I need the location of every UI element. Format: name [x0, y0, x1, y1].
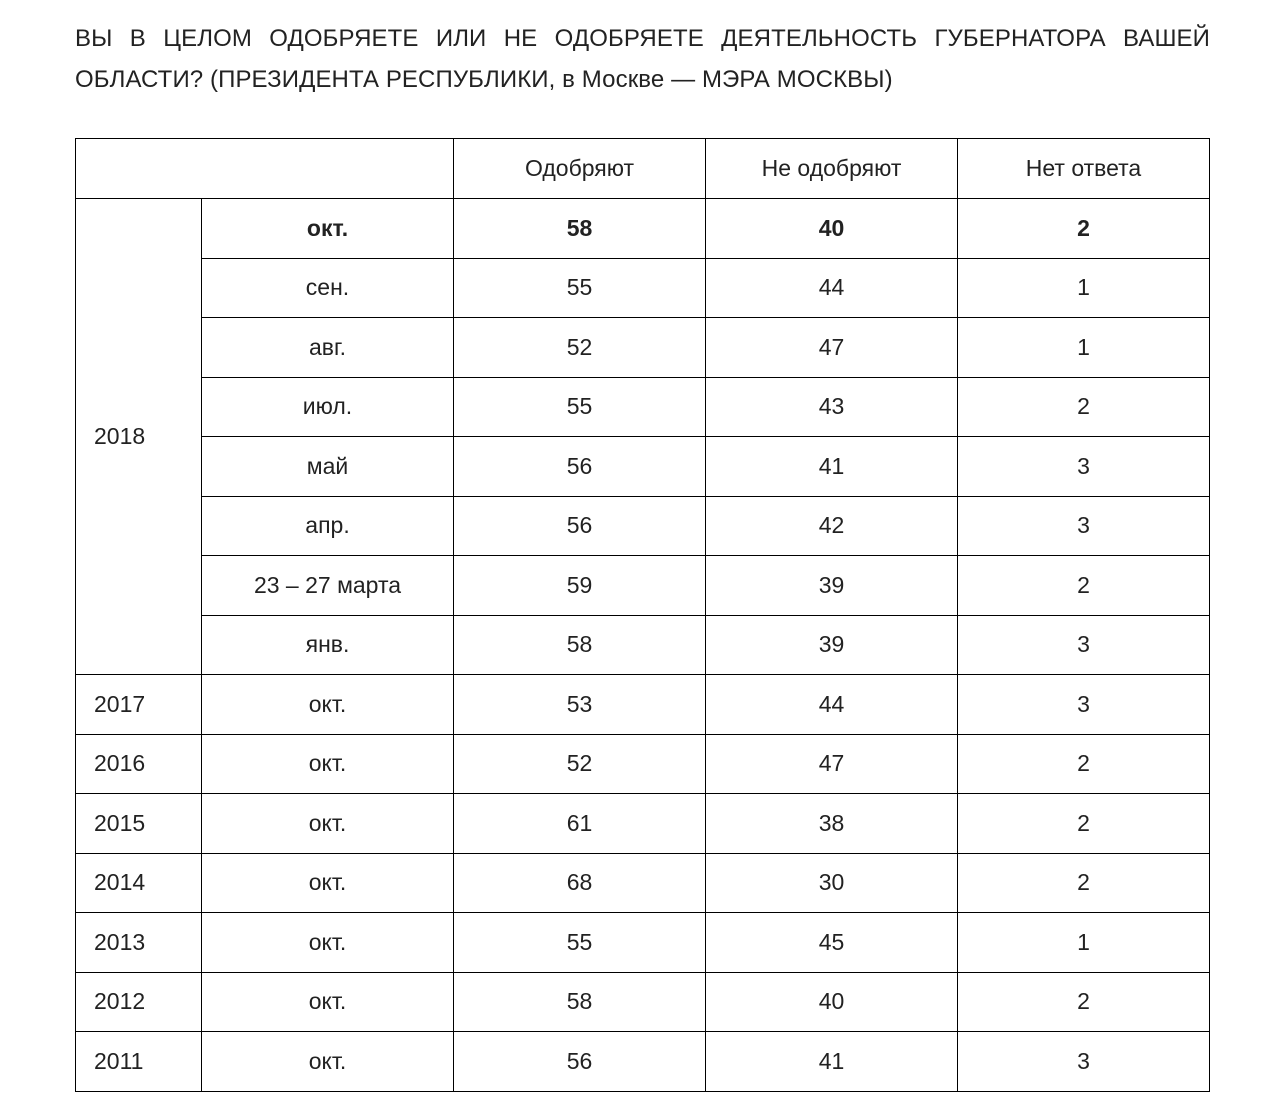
table-row [76, 675, 1210, 735]
disapprove-cell: 41 [706, 1032, 958, 1092]
approve-cell: 53 [454, 675, 706, 735]
approve-cell: 61 [454, 794, 706, 854]
table-row [76, 913, 1210, 973]
year-cell: 2015 [76, 794, 202, 854]
approve-cell: 55 [454, 258, 706, 318]
header-empty-cell [76, 139, 454, 199]
approve-cell: 55 [454, 377, 706, 437]
table-row [76, 615, 1210, 675]
question-line-2: ОБЛАСТИ? (ПРЕЗИДЕНТА РЕСПУБЛИКИ, в Москве — МЭРА МОСКВЫ) [75, 66, 893, 93]
approval-table [75, 138, 1210, 1092]
disapprove-cell: 38 [706, 794, 958, 854]
no-answer-cell: 2 [958, 972, 1210, 1032]
approve-cell: 56 [454, 496, 706, 556]
month-cell: окт. [202, 972, 454, 1032]
month-cell: окт. [202, 1032, 454, 1092]
month-cell: апр. [202, 496, 454, 556]
table-row [76, 734, 1210, 794]
approve-cell: 56 [454, 437, 706, 497]
month-cell: окт. [202, 199, 454, 259]
no-answer-cell: 1 [958, 318, 1210, 378]
month-cell: окт. [202, 734, 454, 794]
table-row [76, 794, 1210, 854]
month-cell: 23 – 27 марта [202, 556, 454, 616]
month-cell: окт. [202, 853, 454, 913]
month-cell: июл. [202, 377, 454, 437]
table-header-row [76, 139, 1210, 199]
question-line-1: ВЫ В ЦЕЛОМ ОДОБРЯЕТЕ ИЛИ НЕ ОДОБРЯЕТЕ ДЕЯТЕЛЬНОСТЬ ГУБЕРНАТОРА ВАШЕЙ [75, 25, 1210, 52]
disapprove-cell: 41 [706, 437, 958, 497]
year-cell: 2014 [76, 853, 202, 913]
table-row [76, 377, 1210, 437]
table-row [76, 318, 1210, 378]
month-cell: окт. [202, 794, 454, 854]
approve-cell: 52 [454, 318, 706, 378]
disapprove-cell: 30 [706, 853, 958, 913]
disapprove-cell: 42 [706, 496, 958, 556]
no-answer-cell: 3 [958, 1032, 1210, 1092]
no-answer-cell: 2 [958, 556, 1210, 616]
table-row [76, 972, 1210, 1032]
no-answer-cell: 1 [958, 913, 1210, 973]
no-answer-cell: 2 [958, 377, 1210, 437]
month-cell: сен. [202, 258, 454, 318]
disapprove-cell: 44 [706, 675, 958, 735]
approve-cell: 56 [454, 1032, 706, 1092]
approve-cell: 59 [454, 556, 706, 616]
disapprove-cell: 43 [706, 377, 958, 437]
table-row [76, 556, 1210, 616]
year-cell: 2018 [76, 199, 202, 675]
table-row [76, 258, 1210, 318]
month-cell: окт. [202, 675, 454, 735]
approve-cell: 58 [454, 972, 706, 1032]
year-cell: 2013 [76, 913, 202, 973]
disapprove-cell: 47 [706, 318, 958, 378]
disapprove-cell: 39 [706, 615, 958, 675]
no-answer-cell: 3 [958, 675, 1210, 735]
table-row [76, 853, 1210, 913]
year-cell: 2016 [76, 734, 202, 794]
year-cell: 2012 [76, 972, 202, 1032]
no-answer-cell: 2 [958, 853, 1210, 913]
month-cell: авг. [202, 318, 454, 378]
table-row [76, 1032, 1210, 1092]
header-approve: Одобряют [454, 139, 706, 199]
survey-question [75, 18, 1210, 100]
month-cell: янв. [202, 615, 454, 675]
year-cell: 2017 [76, 675, 202, 735]
year-cell: 2011 [76, 1032, 202, 1092]
no-answer-cell: 2 [958, 794, 1210, 854]
no-answer-cell: 3 [958, 496, 1210, 556]
no-answer-cell: 3 [958, 437, 1210, 497]
disapprove-cell: 40 [706, 199, 958, 259]
header-disapprove: Не одобряют [706, 139, 958, 199]
no-answer-cell: 2 [958, 734, 1210, 794]
table-row [76, 496, 1210, 556]
month-cell: окт. [202, 913, 454, 973]
approve-cell: 58 [454, 615, 706, 675]
disapprove-cell: 47 [706, 734, 958, 794]
approve-cell: 55 [454, 913, 706, 973]
table-row [76, 199, 1210, 259]
month-cell: май [202, 437, 454, 497]
no-answer-cell: 2 [958, 199, 1210, 259]
header-no-answer: Нет ответа [958, 139, 1210, 199]
disapprove-cell: 44 [706, 258, 958, 318]
disapprove-cell: 39 [706, 556, 958, 616]
approve-cell: 52 [454, 734, 706, 794]
no-answer-cell: 3 [958, 615, 1210, 675]
no-answer-cell: 1 [958, 258, 1210, 318]
approve-cell: 68 [454, 853, 706, 913]
disapprove-cell: 45 [706, 913, 958, 973]
approve-cell: 58 [454, 199, 706, 259]
disapprove-cell: 40 [706, 972, 958, 1032]
table-row [76, 437, 1210, 497]
